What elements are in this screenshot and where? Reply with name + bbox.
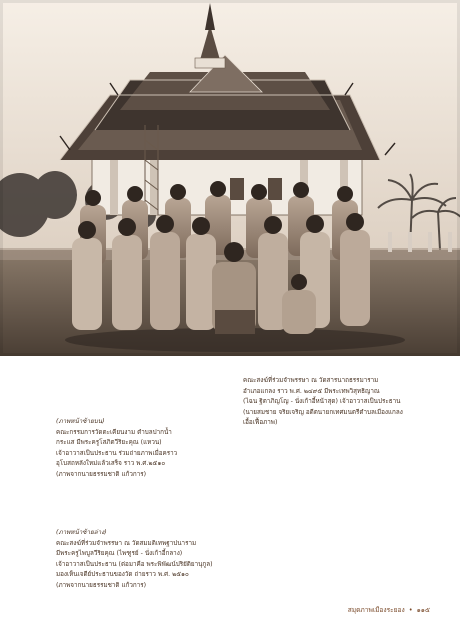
caption-line: คณะสงฆ์ที่ร่วมจำพรรษา ณ วัดสารนาถธรรมาราม (243, 377, 379, 384)
caption-line: คณะสงฆ์ที่ร่วมจำพรรษา ณ วัดสมมติเทพฐาปนาราม (56, 539, 197, 547)
page-number: ๑๑๕ (416, 606, 430, 614)
caption-line: (ภาพจากนายธรรมชาติ แก้วการ) (56, 581, 147, 589)
caption-bottom-left (56, 528, 213, 592)
caption-right (243, 376, 403, 429)
caption-line: เจ้าอาวาสเป็นประธาน (ต่อมาคือ พระพิพัฒน์ปริยัติยานุกูล) (56, 560, 213, 568)
caption-line: เอื้อเฟื้อภาพ) (243, 419, 278, 427)
bullet-separator: • (408, 606, 413, 614)
caption-heading: (ภาพหน้าซ้ายบน) (56, 418, 105, 425)
book-title: สมุดภาพเมืองระยอง (347, 606, 405, 614)
caption-heading: (ภาพหน้าซ้ายล่าง) (56, 529, 107, 536)
page-footer (348, 604, 430, 615)
caption-line: อุโบสถหลังใหม่แล้วเสร็จ ราว พ.ศ.๒๕๑๐ (56, 460, 166, 468)
caption-line: (นายสมชาย จริยเจริญ อดีตนายกเทศมนตรีตำบลเมืองแกลง (243, 408, 403, 416)
caption-line: มองเห็นเจดีย์ประธานของวัด ถ่ายราว พ.ศ. ๒๕๑๐ (56, 571, 189, 579)
caption-top-left (56, 417, 177, 481)
caption-line: กระแส มีพระครูโสภิตวีริยะคุณ (แหวน) (56, 439, 162, 447)
caption-line: (ไฉน ฐิตาภิญโญ - นั่งเก้าอี้หน้าสุด) เจ้าอาวาสเป็นประธาน (243, 398, 401, 406)
caption-line: มีพระครูไพบูลวีริยคุณ (ไพฑูรย์ - นั่งเก้าอี้กลาง) (56, 550, 183, 558)
caption-line: เจ้าอาวาสเป็นประธาน ร่วมถ่ายภาพเมื่อคราว (56, 449, 178, 457)
caption-line: อำเภอแกลง ราว พ.ศ. ๒๔๙๕ มีพระเทพวิสุทธิญาณ (243, 387, 380, 395)
caption-line: คณะกรรมการวัดตะเคียนงาม ตำบลปากน้ำ (56, 428, 172, 436)
caption-line: (ภาพจากนายธรรมชาติ แก้วการ) (56, 470, 147, 478)
